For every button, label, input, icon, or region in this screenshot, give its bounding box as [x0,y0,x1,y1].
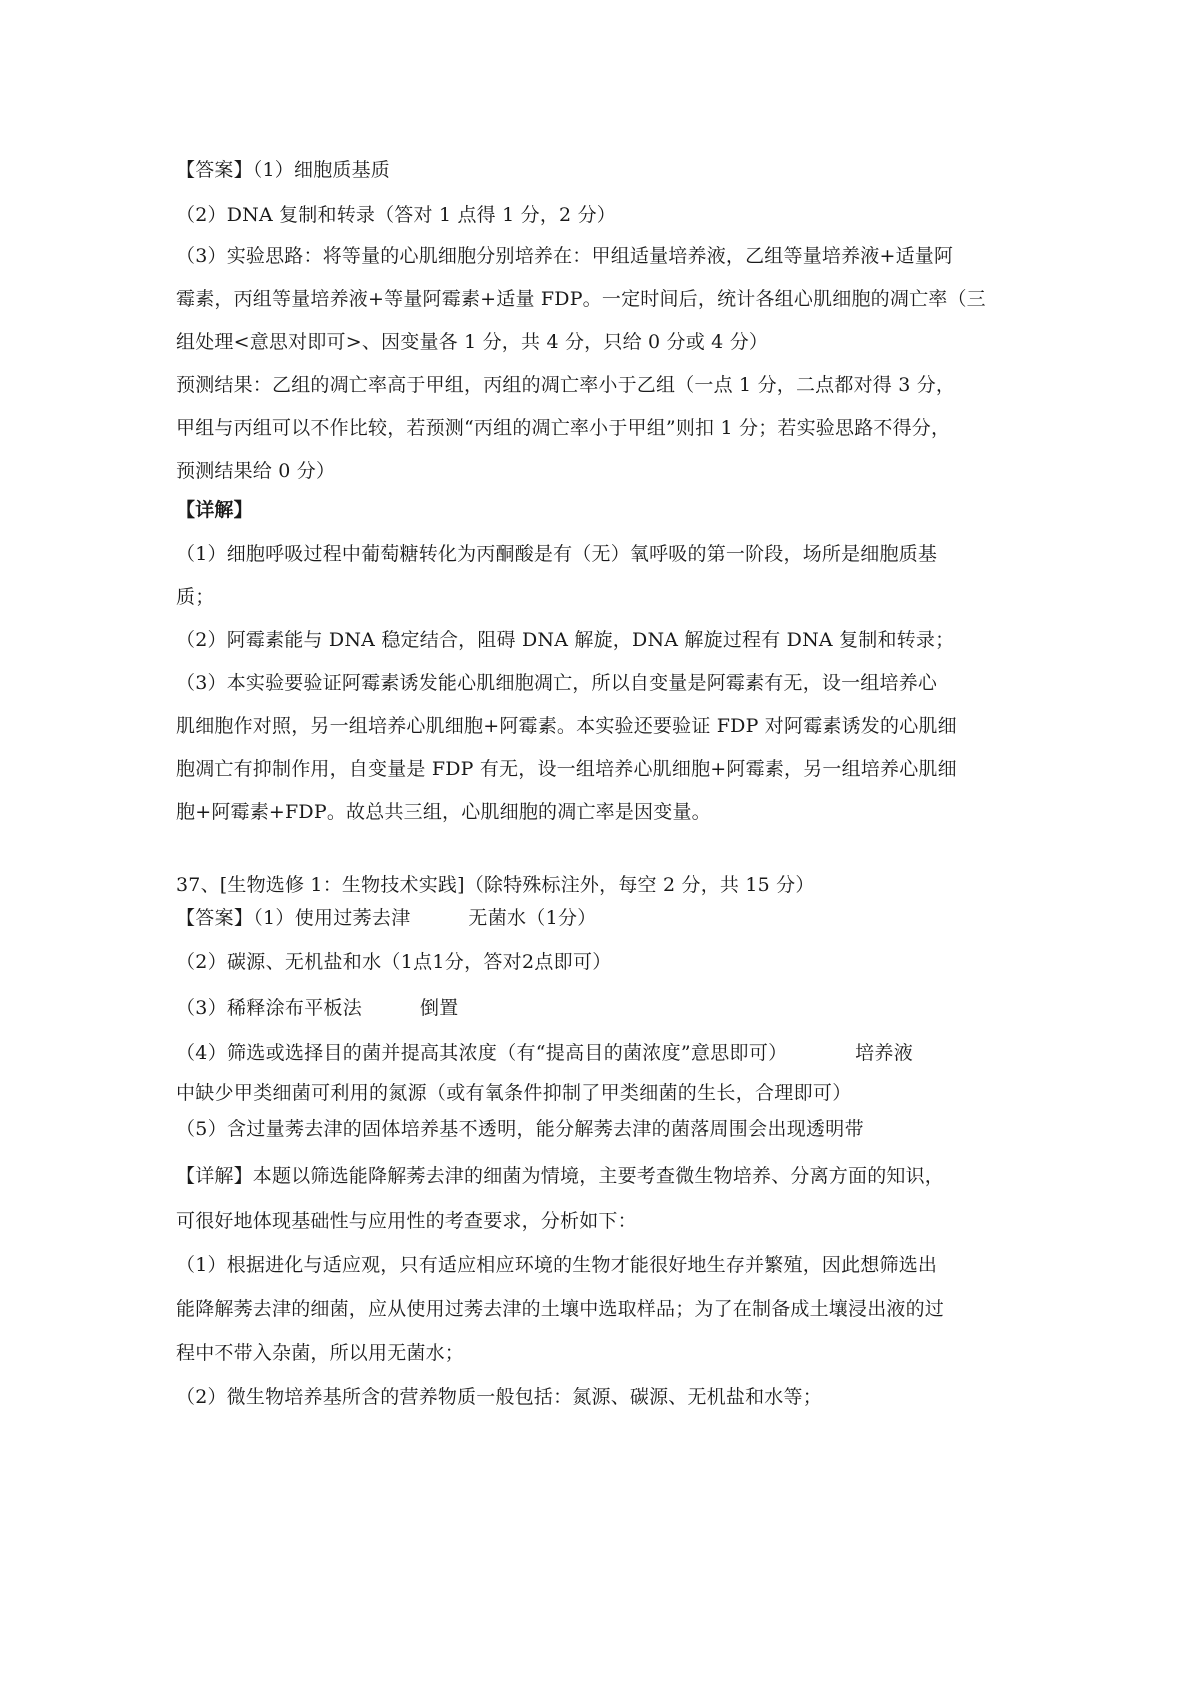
detail-36-line-4: （3）本实验要验证阿霉素诱发能心肌细胞凋亡，所以自变量是阿霉素有无，设一组培养心 [176,672,938,694]
detail-36-line-7: 胞+阿霉素+FDP。故总共三组，心肌细胞的凋亡率是因变量。 [176,801,711,823]
answer-36-line-5: 组处理<意思对即可>、因变量各 1 分，共 4 分，只给 0 分或 4 分） [176,331,769,353]
detail-37-line-5: 程中不带入杂菌，所以用无菌水； [176,1342,465,1364]
detail-37-line-3: （1）根据进化与适应观，只有适应相应环境的生物才能很好地生存并繁殖，因此想筛选出 [176,1254,938,1276]
detail-36-title: 【详解】 [176,499,253,521]
prediction-line-1: 预测结果：乙组的凋亡率高于甲组，丙组的凋亡率小于乙组（一点 1 分，二点都对得 3 分， [176,374,956,396]
answer-37-line-6: （5）含过量莠去津的固体培养基不透明，能分解莠去津的菌落周围会出现透明带 [176,1118,864,1140]
detail-36-line-2: 质； [176,586,215,608]
answer-37-line-3: （3）稀释涂布平板法 倒置 [176,997,459,1019]
answer-36-line-4: 霉素，丙组等量培养液+等量阿霉素+适量 FDP。一定时间后，统计各组心肌细胞的凋亡率（三 [176,288,986,310]
detail-37-line-6: （2）微生物培养基所含的营养物质一般包括：氮源、碳源、无机盐和水等； [176,1386,822,1408]
answer-37-line-5: 中缺少甲类细菌可利用的氮源（或有氧条件抑制了甲类细菌的生长，合理即可） [176,1082,852,1104]
answer-36-line-1: 【答案】（1）细胞质基质 [176,159,390,181]
answer-37-line-2: （2）碳源、无机盐和水（1点1分，答对2点即可） [176,951,612,973]
detail-37-line-4: 能降解莠去津的细菌，应从使用过莠去津的土壤中选取样品；为了在制备成土壤浸出液的过 [176,1298,945,1320]
detail-36-line-1: （1）细胞呼吸过程中葡萄糖转化为丙酮酸是有（无）氧呼吸的第一阶段，场所是细胞质基 [176,543,938,565]
detail-36-line-6: 胞凋亡有抑制作用，自变量是 FDP 有无，设一组培养心肌细胞+阿霉素，另一组培养心肌细 [176,758,957,780]
detail-36-line-3: （2）阿霉素能与 DNA 稳定结合，阻碍 DNA 解旋，DNA 解旋过程有 DNA 复制和转录； [176,629,955,651]
prediction-line-2: 甲组与丙组可以不作比较，若预测“丙组的凋亡率小于甲组”则扣 1 分；若实验思路不得分， [176,417,951,439]
question-37-heading: 37、[生物选修 1：生物技术实践]（除特殊标注外，每空 2 分，共 15 分） [176,874,815,896]
answer-37-line-1: 【答案】（1）使用过莠去津 无菌水（1分） [176,907,597,929]
detail-36-line-5: 肌细胞作对照，另一组培养心肌细胞+阿霉素。本实验还要验证 FDP 对阿霉素诱发的心肌细 [176,715,957,737]
prediction-line-3: 预测结果给 0 分） [176,460,336,482]
detail-37-line-1: 【详解】本题以筛选能降解莠去津的细菌为情境，主要考查微生物培养、分离方面的知识， [176,1165,945,1187]
detail-37-line-2: 可很好地体现基础性与应用性的考查要求，分析如下： [176,1210,637,1232]
answer-36-line-3: （3）实验思路：将等量的心肌细胞分别培养在：甲组适量培养液，乙组等量培养液+适量阿 [176,245,954,267]
answer-37-line-4: （4）筛选或选择目的菌并提高其浓度（有“提高目的菌浓度”意思即可） 培养液 [176,1042,914,1064]
answer-36-line-2: （2）DNA 复制和转录（答对 1 点得 1 分，2 分） [176,204,616,226]
